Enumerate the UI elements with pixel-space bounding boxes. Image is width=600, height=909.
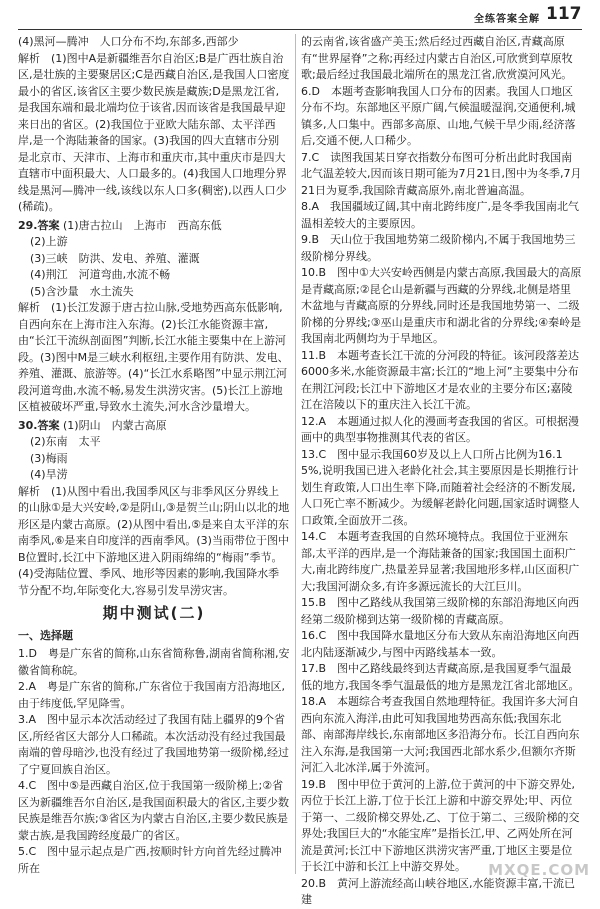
answer-3: 3.A 图中显示本次活动经过了我国有陆上疆界的9个省区,所经省区大部分人口稀疏。本次活动没有经过我国最南端的曾母暗沙,也没有经过了我国地势第一级阶梯,经过了宁夏回族自治区。 (18, 713, 289, 776)
answer-10: 10.B 图中①大兴安岭西侧是内蒙古高原,我国最大的高原是青藏高原;②昆仑山是新疆与西藏的分界线,北侧是塔里木盆地与青藏高原的分界线,同时还是我国地势第一、二级阶梯的分界线;③巫山是重庆市和湖北省的分界线;④秦岭是我国南北两侧均为于旱地区。 (301, 266, 582, 345)
answer-30-3: (3)梅雨 (30, 451, 68, 465)
answer-9: 9.B 天山位于我国地势第二级阶梯内,不属于我国地势三级阶梯分界线。 (301, 233, 576, 263)
answer-30-2: (2)东南 太平 (30, 435, 101, 448)
header-label: 全练答案全解 (474, 14, 540, 25)
answer-30-1: (1)阴山 内蒙古高原 (63, 418, 167, 432)
answer-20: 20.B 黄河上游流经高山峡谷地区,水能资源丰富,干流已建 (301, 876, 576, 906)
answer-18: 18.A 本题综合考查我国自然地理特征。我国许多大河自西向东流入海洋,由此可知我国地势西高东低;我国东北部、南部海岸线长,东南部地区多沿海分布。长江自西向东注入东海,是我国第一大河;我国西北部水系少,但额尔齐斯河汇入北冰洋,属于外流河。 (301, 695, 580, 774)
section-title: 期中测试(二) (102, 604, 206, 622)
explanation-30: 解析 (1)从图中看出,我国季风区与非季风区分界线上的山脉①是大兴安岭,②是阴山,③是贺兰山;阴山以北的地形区是内蒙古高原。(2)从图中看出,⑤是来自太平洋的东南季风,⑥是来自印度洋的西南季风。(3)当雨带位于图中B位置时,长江中下游地区进入阴雨绵绵的“梅雨”季节。(4)受海陆位置、季风、地形等因素的影响,我国降水季节分配不均,年际变化大,容易引发旱涝灾害。 (18, 484, 290, 597)
answer-16: 16.C 图中我国降水量地区分布大致从东南沿海地区向西北内陆逐渐减少,与图中丙路线基本一致。 (301, 629, 580, 659)
watermark: MXQE.COM (488, 860, 590, 879)
left-column (18, 34, 290, 884)
answer-5-cont: 的云南省,该省盛产美玉;然后经过西藏自治区,青藏高原有“世界屋脊”之称;再经过内蒙古自治区,可欣赏到草原牧歌;最后经过我国最北端所在的黑龙江省,欣赏漠河风光。 (301, 35, 573, 81)
answer-30-4: (4)旱涝 (30, 468, 68, 481)
part-title: 一、选择题 (18, 628, 73, 642)
column-divider (295, 34, 296, 874)
answer-29-1: (1)唐古拉山 上海市 西高东低 (63, 218, 222, 232)
answer-2: 2.A 粤是广东省的简称,广东省位于我国南方沿海地区,由于纬度低,罕见降雪。 (18, 680, 286, 710)
answer-29-head: 29.答案 (18, 218, 60, 232)
page-header (0, 0, 600, 30)
answer-14: 14.C 本题考查我国的自然环境特点。我国位于亚洲东部,太平洋的西岸,是一个海陆兼备的国家;我国国土面积广大,南北跨纬度广,热量差异显著;我国地形多样,山区面积广大;我国河湖众多,有许多源远流长的大江巨川。 (301, 530, 580, 593)
explanation-28: 解析 (1)图中A是新疆维吾尔自治区;B是广西壮族自治区,是壮族的主要聚居区;C是西藏自治区,是我国人口密度最小的省区,该省区主要少数民族是藏族;D是黑龙江省,是我国东端和最北端均位于该省,因而该省是我国最早迎来日出的省区。(2)我国位于亚欧大陆东部、太平洋西岸,是一个海陆兼备的国家。(3)我国的四大直辖市分别是北京市、天津市、上海市和重庆市,其中重庆市是四大直辖市中面积最大、人口最多的。(4)我国人口地理分界线是黑河—腾冲一线,该线以东人口多(稠密),以西人口少(稀疏)。 (18, 51, 290, 213)
answer-1: 1.D 粤是广东省的简称,山东省简称鲁,湖南省简称湘,安徽省简称皖。 (18, 647, 290, 677)
page-number: 117 (546, 4, 582, 24)
answer-12: 12.A 本题通过拟人化的漫画考查我国的省区。可根据漫画中的典型事物推测其代表的省区。 (301, 414, 580, 444)
explanation-29: 解析 (1)长江发源于唐古拉山脉,受地势西高东低影响,自西向东在上海市注入东海。(2)长江水能资源丰富,由“长江干流纵剖面图”判断,长江水能主要集中在上游河段。(3)图中M是三峡水利枢纽,主要作用有防洪、发电、养殖、灌溉、旅游等。(4)“长江水系略图”中显示荆江河段河道弯曲,水流不畅,易发生洪涝灾害。(5)长江上游地区植被破坏严重,导致水土流失,河水含沙量增大。 (18, 301, 289, 413)
answer-15: 15.B 图中乙路线从我国第三级阶梯的东部沿海地区向西经第二级阶梯到达第一级阶梯的青藏高原。 (301, 596, 580, 626)
answer-28-4: (4)黑河—腾冲 人口分布不均,东部多,西部少 (18, 35, 239, 48)
answer-8: 8.A 我国疆域辽阔,其中南北跨纬度广,是冬季我国南北气温相差较大的主要原因。 (301, 200, 580, 230)
answer-29-5: (5)含沙量 水土流失 (30, 284, 134, 298)
answer-29-2: (2)上游 (30, 235, 68, 248)
answer-4: 4.C 图中⑤是西藏自治区,位于我国第一级阶梯上;②省区为新疆维吾尔自治区,是我国面积最大的省区,主要少数民族是维吾尔族;③省区为内蒙古自治区,主要少数民族是蒙古族,是我国跨经度最广的省区。 (18, 779, 289, 842)
answer-6: 6.D 本题考查影响我国人口分布的因素。我国人口地区分布不均。东部地区平原广阔,气候温暖湿润,交通便利,城镇多,人口集中。西部多高原、山地,气候干旱少雨,经济落后,交通不便,人口稀少。 (301, 84, 576, 147)
answer-11: 11.B 本题考查长江干流的分河段的特征。该河段落差达6000多米,水能资源最丰富;长江的“地上河”主要集中分布在荆江河段;长江中下游地区才是农业的主要分布区;嘉陵江在涪陵以下的重庆注入长江干流。 (301, 348, 580, 411)
answer-17: 17.B 图中乙路线最终到达青藏高原,是我国夏季气温最低的地方,我国冬季气温最低的地方是黑龙江省北部地区。 (301, 662, 580, 692)
right-column (301, 34, 582, 906)
answer-29-4: (4)荆江 河道弯曲,水流不畅 (30, 268, 171, 281)
answer-13: 13.C 图中显示我国60岁及以上人口所占比例为16.15%,说明我国已进入老龄化社会,其主要原因是长期推行计划生育政策,人口出生率下降,而随着社会经济的不断发展,人口死亡率不断减少。为缓解老龄化问题,国家适时调整人口政策,全面放开二孩。 (301, 447, 580, 527)
header-rule (18, 29, 582, 30)
answer-7: 7.C 读图我国某日穿衣指数分布图可分析出此时我国南北气温差较大,因而该日期可能为7月21日,图中为冬季,7月21日为夏季,我国除青藏高原外,南北普遍高温。 (301, 150, 582, 197)
answer-5: 5.C 图中显示起点是广西,按顺时针方向首先经过腾冲所在 (18, 845, 282, 875)
answer-29-3: (3)三峡 防洪、发电、养殖、灌溉 (30, 251, 200, 265)
answer-30-head: 30.答案 (18, 418, 60, 432)
answer-19: 19.B 图中甲位于黄河的上游,位于黄河的中下游交界处,丙位于长江上游,丁位于长江上游和中游交界处;甲、丙位于第一、二级阶梯交界处,乙、丁位于第二、三级阶梯的交界处;我国巨大的“水能宝库”是指长江,甲、乙两处所在河流是黄河;长江中下游地区洪涝灾害严重,丁地区主要是位于长江中游和长江上中游交界处。 (301, 777, 580, 873)
